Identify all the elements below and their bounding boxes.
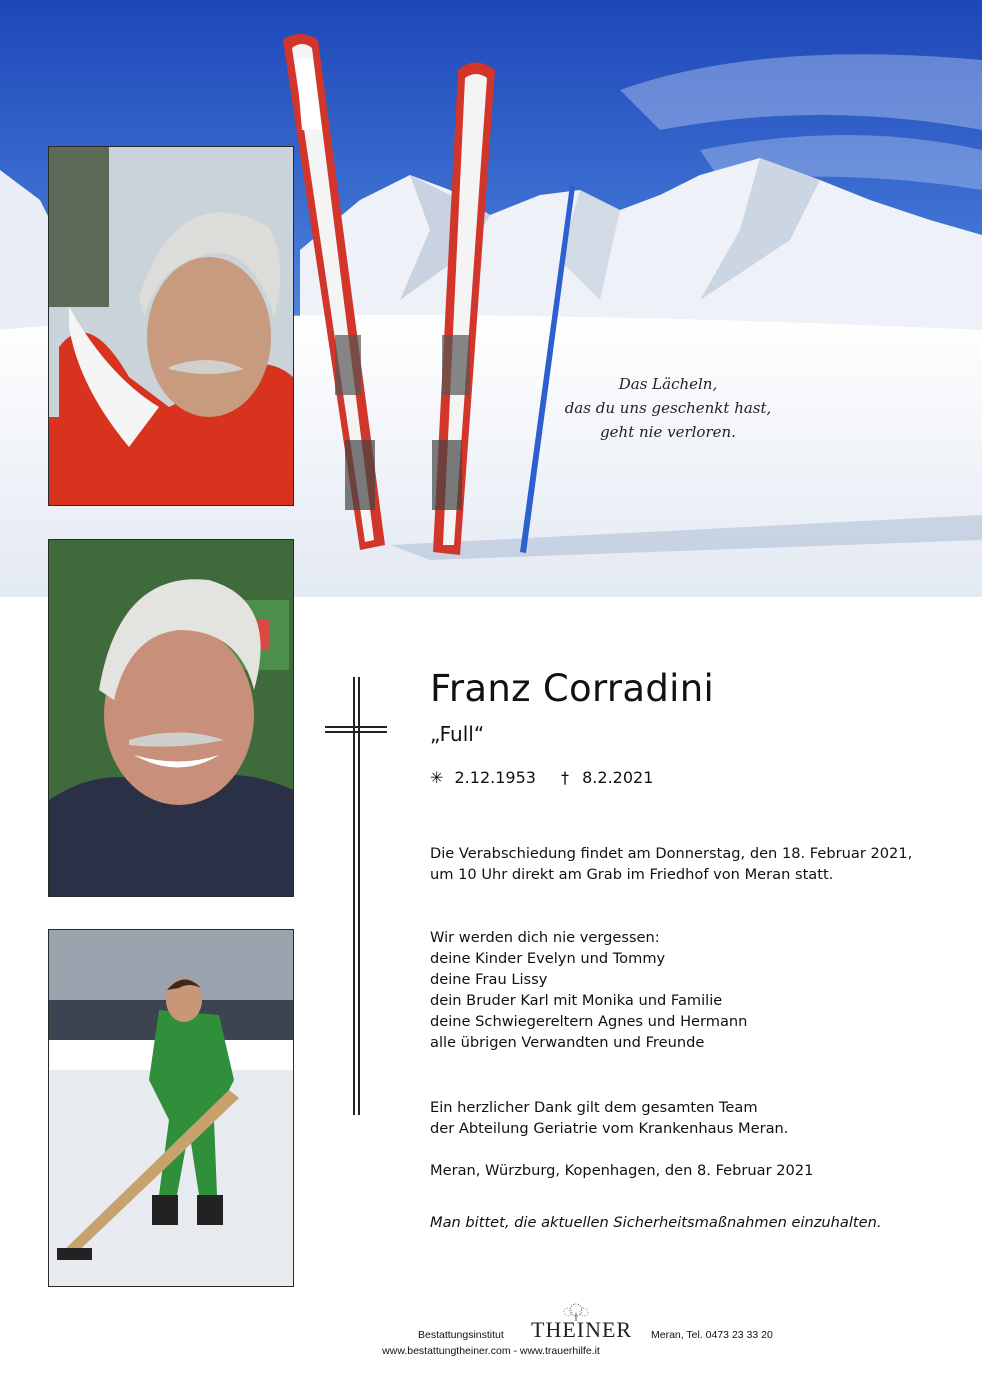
- place-date: Meran, Würzburg, Kopenhagen, den 8. Februar 2021: [430, 1162, 814, 1179]
- thanks-text: [430, 1097, 788, 1139]
- quote-line: Das Lächeln,: [618, 375, 718, 393]
- text-line: deine Schwiegereltern Agnes und Hermann: [430, 1013, 748, 1030]
- text-line: Wir werden dich nie vergessen:: [430, 929, 660, 946]
- text-line: deine Frau Lissy: [430, 971, 548, 988]
- hockey-photo: [48, 929, 294, 1287]
- footer: [0, 1303, 982, 1363]
- text-line: Die Verabschiedung findet am Donnerstag, den 18. Februar 2021,: [430, 845, 913, 862]
- death-icon: †: [561, 768, 570, 787]
- portrait-photo-1: [48, 146, 294, 506]
- footer-prefix: Bestattungsinstitut: [418, 1329, 504, 1341]
- footer-urls: www.bestattungtheiner.com - www.trauerhilfe.it: [382, 1345, 600, 1357]
- birth-icon: ✳: [430, 768, 444, 787]
- text-line: deine Kinder Evelyn und Tommy: [430, 950, 666, 967]
- life-dates: [430, 768, 653, 787]
- text-line: dein Bruder Karl mit Monika und Familie: [430, 992, 723, 1009]
- cross-icon-line: [358, 677, 360, 1115]
- text-line: der Abteilung Geriatrie vom Krankenhaus Meran.: [430, 1120, 789, 1137]
- mourners-text: [430, 927, 747, 1053]
- footer-contact: Meran, Tel. 0473 23 33 20: [651, 1329, 773, 1341]
- footer-brand-logo: THEINER: [531, 1317, 633, 1342]
- text-line: alle übrigen Verwandten und Freunde: [430, 1034, 705, 1051]
- deceased-nickname: „Full“: [430, 722, 485, 746]
- cross-bar: [325, 731, 387, 733]
- cross-bar: [325, 726, 387, 728]
- quote-line: das du uns geschenkt hast,: [564, 399, 772, 417]
- memorial-quote: [558, 372, 778, 444]
- death-date: 8.2.2021: [582, 768, 654, 787]
- text-line: Ein herzlicher Dank gilt dem gesamten Team: [430, 1099, 758, 1116]
- safety-notice: Man bittet, die aktuellen Sicherheitsmaßnahmen einzuhalten.: [430, 1214, 882, 1231]
- farewell-text: [430, 843, 912, 885]
- deceased-name: Franz Corradini: [430, 667, 715, 710]
- cross-icon: [353, 677, 355, 1115]
- portrait-photo-2: [48, 539, 294, 897]
- text-line: um 10 Uhr direkt am Grab im Friedhof von Meran statt.: [430, 866, 834, 883]
- quote-line: geht nie verloren.: [600, 423, 736, 441]
- birth-date: 2.12.1953: [454, 768, 536, 787]
